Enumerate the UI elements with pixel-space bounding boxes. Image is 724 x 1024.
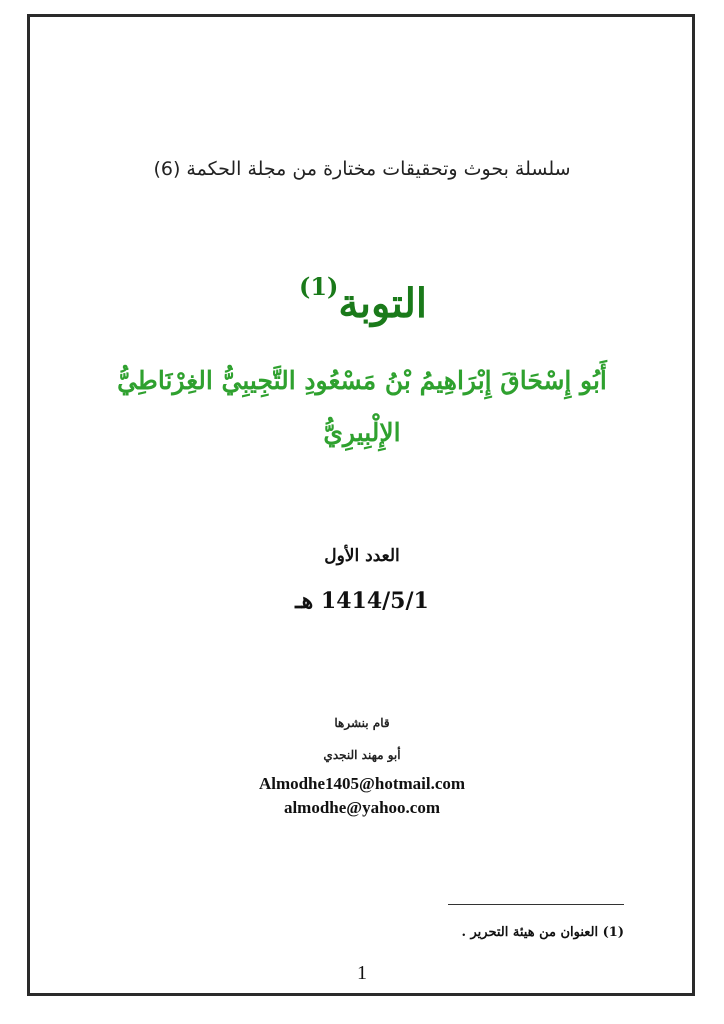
page-title bbox=[0, 272, 724, 327]
title-text: التوبة bbox=[338, 280, 428, 327]
footnote-divider bbox=[448, 904, 624, 905]
footnote: (1) العنوان من هيئة التحرير . bbox=[461, 925, 624, 940]
page-number: 1 bbox=[357, 962, 367, 984]
issue-date: 1414/5/1 هـ bbox=[295, 588, 429, 614]
publisher-email-1[interactable]: Almodhe1405@hotmail.com bbox=[258, 774, 466, 793]
publisher-label: قام بنشرها bbox=[334, 716, 390, 730]
publisher-email-2[interactable]: almodhe@yahoo.com bbox=[283, 798, 441, 817]
author-name-line-2: الإِلْبِيرِيُّ bbox=[323, 418, 401, 447]
issue-label: العدد الأول bbox=[324, 546, 400, 566]
author-name-line-1: أَبُو إِسْحَاقَ إِبْرَاهِيمُ بْنُ مَسْعُودِ التَّجِيبِيُّ الغِرْنَاطِيُّ bbox=[117, 366, 607, 395]
title-footnote-ref[interactable]: (1) bbox=[298, 272, 339, 301]
series-line: سلسلة بحوث وتحقيقات مختارة من مجلة الحكمة (6) bbox=[153, 158, 571, 180]
publisher-name: أبو مهند النجدي bbox=[323, 748, 401, 762]
